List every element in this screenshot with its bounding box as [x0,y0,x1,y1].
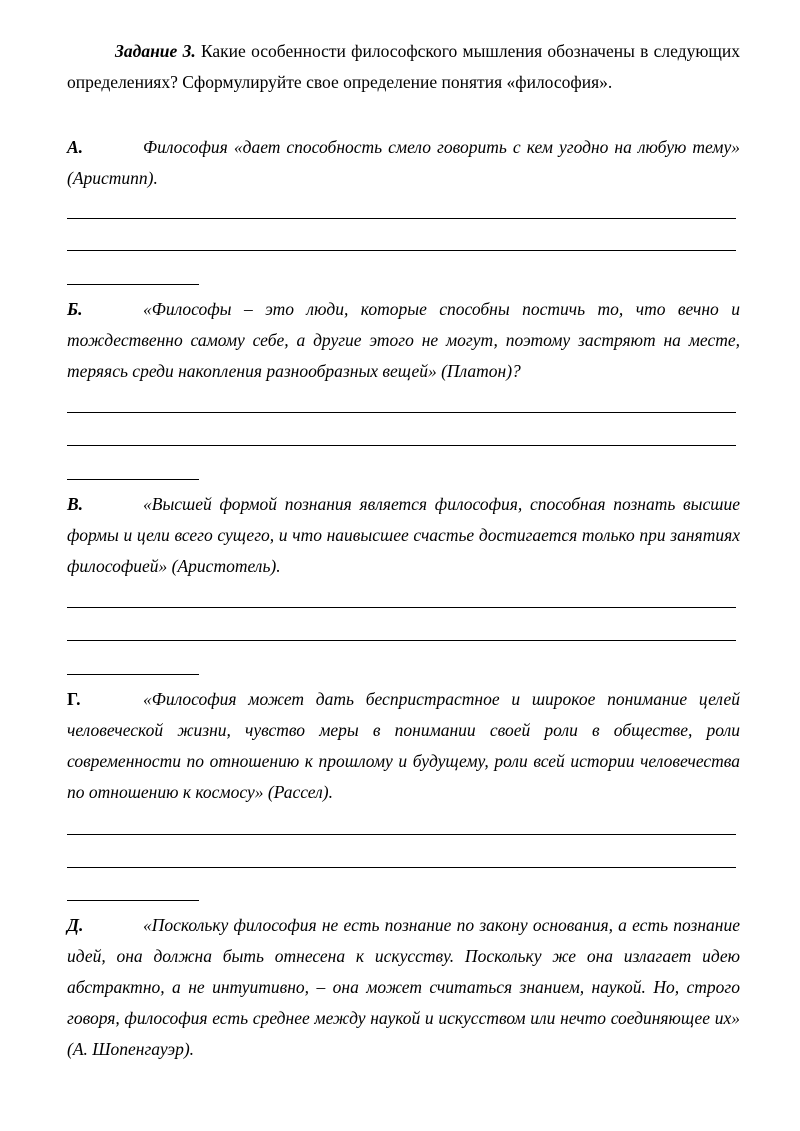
answer-line[interactable] [67,867,736,868]
answer-line-short[interactable] [67,284,199,285]
item-a-letter: А. [67,137,84,157]
task-label: Задание 3. [115,41,196,61]
item-d-quote: «Поскольку философия не есть познание по закону основания, а есть познание идей, она должна быть отнесена к искусству. Поскольку же она излагает идею абстрактно, а не интуитивно, – она может считаться знанием, наукой. Но, строго говоря, философия есть среднее между наукой и искусством или нечто соединяющее их» (А. Шопенгауэр). [67,915,740,1059]
answer-line-short[interactable] [67,479,199,480]
answer-line[interactable] [67,412,736,413]
item-g [67,684,740,808]
answer-line[interactable] [67,250,736,251]
answer-line[interactable] [67,445,736,446]
item-d [67,910,740,1065]
task-text: Какие особенности философского мышления обозначены в следующих определениях? Сформулируйте свое определение понятия «философия». [67,41,740,92]
item-g-quote: «Философия может дать беспристрастное и широкое понимание целей человеческой жизни, чувство меры в понимании своей роли в обществе, роли современности по отношению к прошлому и будущему, роли всей истории человечества по отношению к космосу» (Рассел). [67,689,740,802]
answer-line[interactable] [67,607,736,608]
item-a [67,132,740,194]
item-v-quote-para [67,489,740,582]
item-b [67,294,740,387]
item-a-quote: Философия «дает способность смело говорить с кем угодно на любую тему» (Аристипп). [67,137,740,188]
item-v-quote: «Высшей формой познания является философия, способная познать высшие формы и цели всего сущего, и что наивысшее счастье достигается только при занятиях философией» (Аристотель). [67,494,740,576]
answer-line-short[interactable] [67,674,199,675]
answer-line[interactable] [67,218,736,219]
item-g-letter: Г. [67,689,81,709]
answer-line[interactable] [67,640,736,641]
answer-line-short[interactable] [67,900,199,901]
item-v [67,489,740,582]
item-b-quote: «Философы – это люди, которые способны постичь то, что вечно и тождественно самому себе, а другие этого не могут, поэтому застряют на месте, теряясь среди накопления разнообразных вещей» (Платон)? [67,299,740,381]
item-a-quote-para [67,132,740,194]
item-d-letter: Д. [67,915,84,935]
task-statement [67,36,740,98]
answer-line[interactable] [67,834,736,835]
item-b-quote-para [67,294,740,387]
item-d-quote-para [67,910,740,1065]
item-g-quote-para [67,684,740,808]
item-v-letter: В. [67,494,84,514]
item-b-letter: Б. [67,299,83,319]
